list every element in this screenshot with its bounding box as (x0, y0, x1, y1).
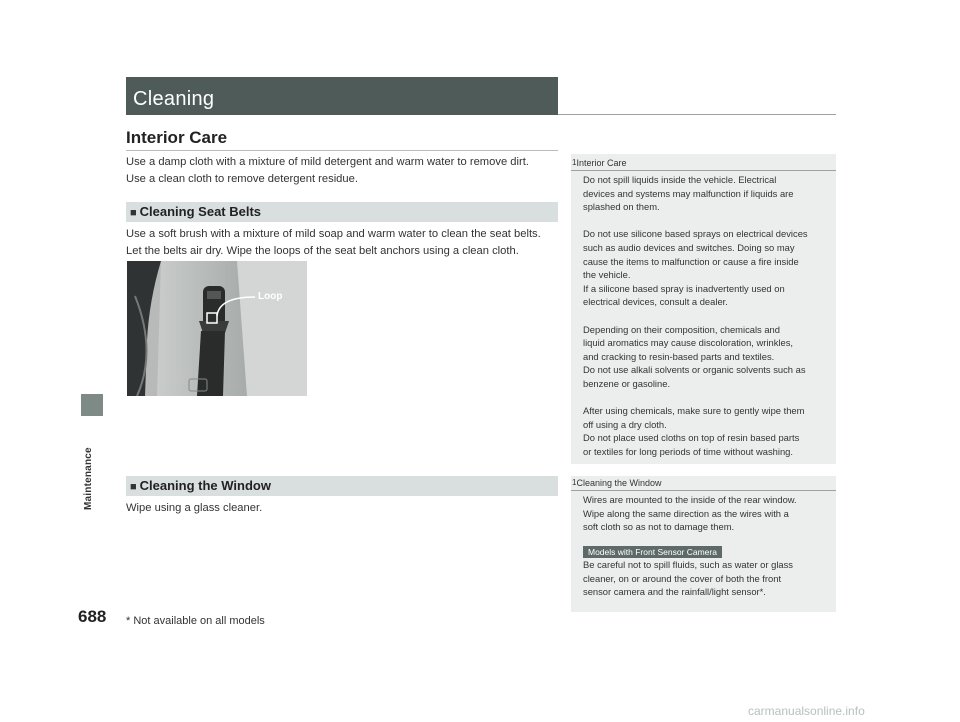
note-gap (583, 214, 833, 228)
window-heading-text: Cleaning the Window (139, 478, 271, 493)
note-line: soft cloth so as not to damage them. (583, 521, 735, 533)
note-line: Wipe along the same direction as the wires with a (583, 507, 789, 519)
footnote: * Not available on all models (126, 615, 265, 627)
note-gap (583, 391, 833, 405)
note-line: Wires are mounted to the inside of the rear window. (583, 494, 797, 505)
note-line: such as audio devices and switches. Doing so may (583, 241, 795, 253)
page-title: Cleaning (133, 88, 215, 110)
note-line: Do not spill liquids inside the vehicle. Electrical (583, 174, 777, 185)
intro-line: Use a damp cloth with a mixture of mild detergent and warm water to remove dirt. (126, 156, 529, 168)
note-line: benzene or gasoline. (583, 377, 671, 389)
seat-belts-paragraph (126, 226, 566, 260)
note-line: the vehicle. (583, 269, 631, 281)
window-heading (130, 478, 271, 493)
note-line: If a silicone based spray is inadvertently used on (583, 282, 785, 294)
heading-rule (126, 150, 558, 151)
window-note-text-2 (583, 558, 833, 599)
title-rule (558, 114, 836, 115)
bullet-square-icon: ■ (130, 481, 137, 493)
intro-line: Use a clean cloth to remove detergent residue. (126, 173, 358, 185)
seat-belt-anchor-photo (127, 261, 307, 396)
intro-paragraph (126, 154, 566, 188)
note-line: After using chemicals, make sure to gently wipe them (583, 405, 805, 417)
bullet-square-icon: ■ (130, 207, 137, 219)
window-note-title (572, 478, 662, 488)
note-line: electrical devices, consult a dealer. (583, 296, 728, 308)
section-heading: Interior Care (126, 128, 228, 147)
note-line: liquid aromatics may cause discoloration, wrinkles, (583, 337, 793, 349)
note-number: 1 (572, 478, 577, 487)
loop-label: Loop (258, 291, 283, 302)
window-note-text (583, 493, 833, 534)
note-line: cleaner, on or around the cover of both the front (583, 572, 782, 584)
note-line: Depending on their composition, chemicals and (583, 323, 780, 335)
note-line: devices and systems may malfunction if liquids are (583, 187, 794, 199)
watermark: carmanualsonline.info (748, 704, 865, 718)
window-paragraph: Wipe using a glass cleaner. (126, 502, 263, 514)
note-number: 1 (572, 158, 577, 167)
page-number: 688 (78, 607, 107, 626)
note-line: or textiles for long periods of time without washing. (583, 445, 793, 457)
seat-belts-heading-text: Cleaning Seat Belts (139, 204, 262, 219)
section-tab (81, 394, 103, 416)
note-title-text: Cleaning the Window (576, 478, 662, 488)
note-line: Do not place used cloths on top of resin based parts (583, 432, 800, 444)
note-line: Do not use alkali solvents or organic solvents such as (583, 364, 806, 376)
models-badge: Models with Front Sensor Camera (583, 546, 722, 558)
note-rule (571, 490, 836, 491)
note-line: sensor camera and the rainfall/light sensor*. (583, 586, 766, 598)
interior-care-note-title (572, 158, 626, 168)
section-label: Maintenance (83, 447, 94, 510)
seat-belts-line: Let the belts air dry. Wipe the loops of the seat belt anchors using a clean cloth. (126, 245, 519, 257)
note-line: Do not use silicone based sprays on electrical devices (583, 228, 808, 240)
seat-belts-heading (130, 204, 261, 219)
interior-care-note-text (583, 173, 833, 458)
note-gap (583, 309, 833, 323)
note-line: cause the items to malfunction or cause a fire inside (583, 255, 799, 267)
note-rule (571, 170, 836, 171)
seat-belts-line: Use a soft brush with a mixture of mild soap and warm water to clean the seat belts. (126, 228, 541, 240)
note-line: Be careful not to spill fluids, such as water or glass (583, 559, 793, 570)
note-title-text: Interior Care (576, 158, 627, 168)
note-line: off using a dry cloth. (583, 418, 667, 430)
note-line: and cracking to resin-based parts and textiles. (583, 350, 775, 362)
note-line: splashed on them. (583, 201, 660, 213)
